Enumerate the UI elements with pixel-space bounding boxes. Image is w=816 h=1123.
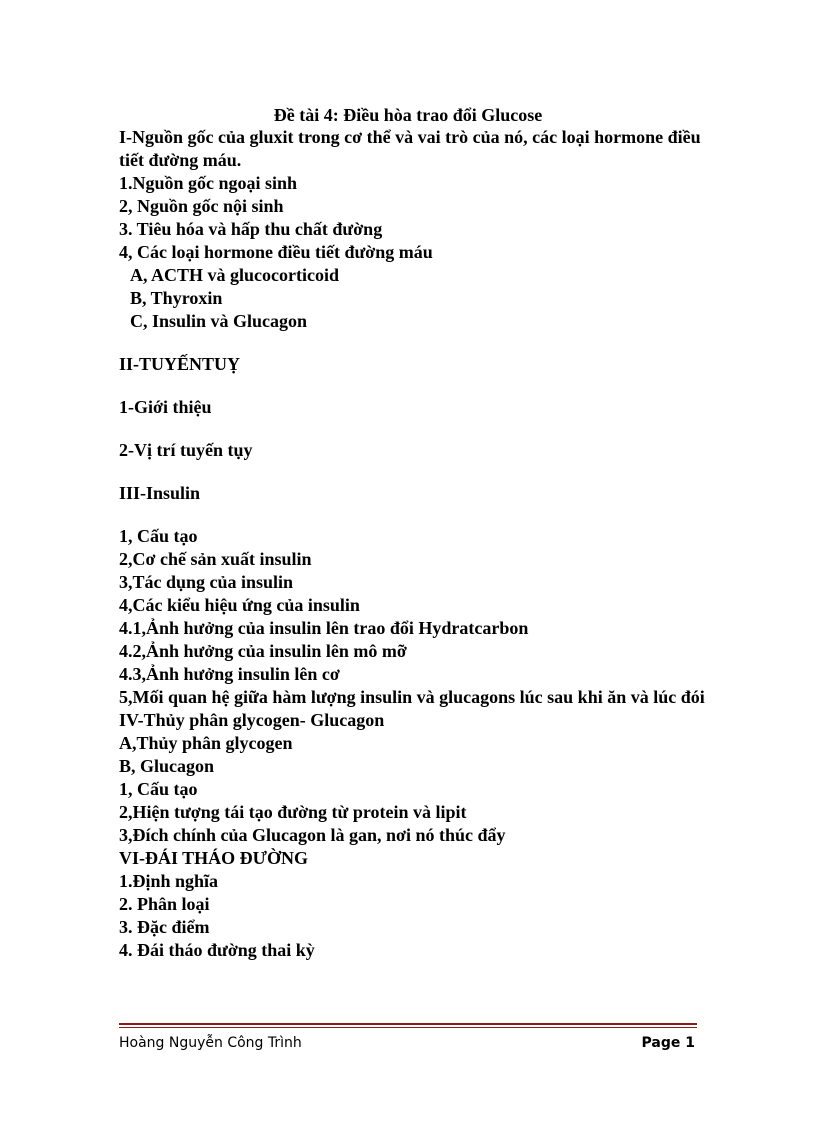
spacer: [119, 333, 709, 353]
footer-divider: [119, 1023, 697, 1028]
list-item: 4.1,Ảnh hưởng của insulin lên trao đổi Hydratcarbon: [119, 618, 529, 638]
list-item: 4.3,Ảnh hưởng insulin lên cơ: [119, 664, 340, 684]
section-heading-2: II-TUYẾNTUỴ: [119, 354, 241, 374]
list-item: 2,Cơ chế sản xuất insulin: [119, 549, 312, 569]
section-heading-4: IV-Thủy phân glycogen- Glucagon: [119, 710, 385, 730]
spacer: [119, 419, 709, 439]
list-item: 4. Đái tháo đường thai kỳ: [119, 940, 315, 960]
list-item: 5,Mối quan hệ giữa hàm lượng insulin và glucagons lúc sau khi ăn và lúc đói: [119, 687, 705, 707]
section-heading-3: III-Insulin: [119, 483, 201, 503]
list-item: 2. Phân loại: [119, 894, 210, 914]
list-item: 1-Giới thiệu: [119, 397, 212, 417]
list-item: B, Glucagon: [119, 756, 215, 776]
list-item: 4.2,Ảnh hưởng của insulin lên mô mỡ: [119, 641, 407, 661]
list-item: 1.Nguồn gốc ngoại sinh: [119, 173, 298, 193]
list-item: 3,Đích chính của Glucagon là gan, nơi nó thúc đẩy: [119, 825, 506, 845]
document-title: Đề tài 4: Điều hòa trao đổi Glucose: [273, 105, 543, 125]
sub-list-item: C, Insulin và Glucagon: [130, 311, 308, 331]
section-heading-1: I-Nguồn gốc của gluxit trong cơ thể và vai trò của nó, các loại hormone điều tiết đường máu.: [119, 127, 701, 170]
list-item: 2-Vị trí tuyến tụy: [119, 440, 253, 460]
page-number: Page 1: [641, 1035, 695, 1051]
list-item: 1, Cấu tạo: [119, 526, 198, 546]
list-item: 4, Các loại hormone điều tiết đường máu: [119, 242, 433, 262]
list-item: 2,Hiện tượng tái tạo đường từ protein và lipit: [119, 802, 467, 822]
list-item: 3. Đặc điểm: [119, 917, 210, 937]
list-item: 2, Nguồn gốc nội sinh: [119, 196, 284, 216]
list-item: 3,Tác dụng của insulin: [119, 572, 294, 592]
list-item: 4,Các kiểu hiệu ứng của insulin: [119, 595, 360, 615]
sub-list-item: B, Thyroxin: [130, 288, 223, 308]
list-item: 1, Cấu tạo: [119, 779, 198, 799]
footer-author: Hoàng Nguyễn Công Trình: [119, 1035, 302, 1051]
list-item: 1.Định nghĩa: [119, 871, 219, 891]
document-body: [119, 126, 709, 962]
list-item: A,Thủy phân glycogen: [119, 733, 293, 753]
sub-list-item: A, ACTH và glucocorticoid: [130, 265, 339, 285]
spacer: [119, 376, 709, 396]
spacer: [119, 505, 709, 525]
spacer: [119, 462, 709, 482]
section-heading-6: VI-ĐÁI THÁO ĐƯỜNG: [119, 848, 309, 868]
list-item: 3. Tiêu hóa và hấp thu chất đường: [119, 219, 383, 239]
